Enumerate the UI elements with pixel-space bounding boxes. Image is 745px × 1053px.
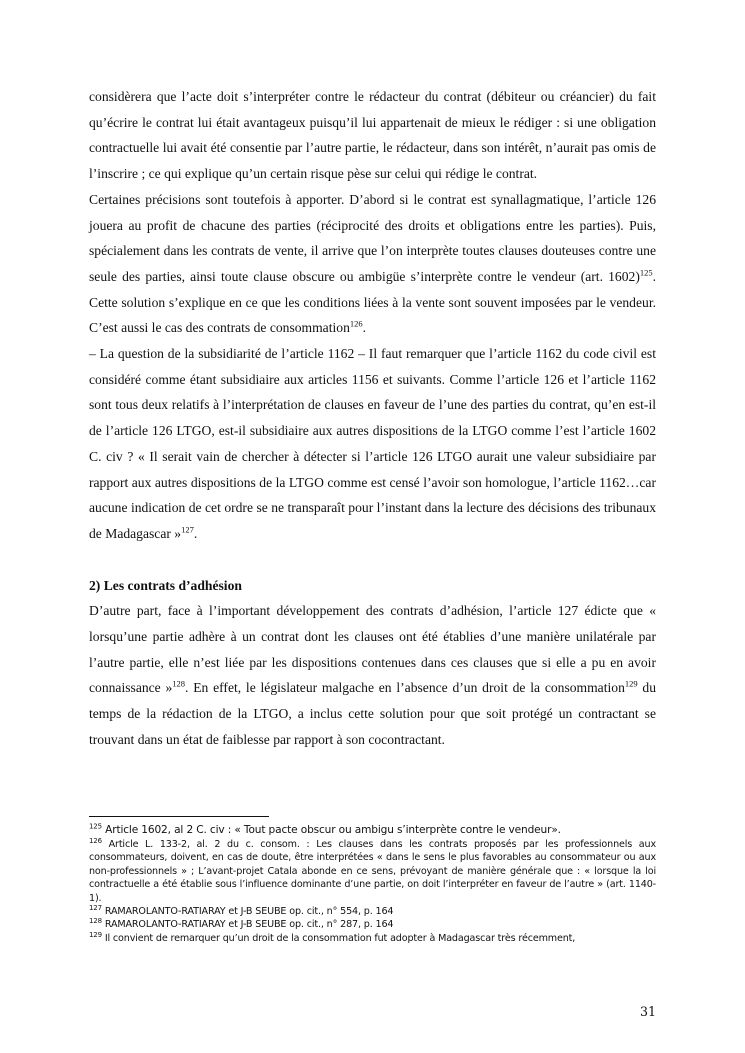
paragraph-text: considèrera que l’acte doit s’interpréter contre le rédacteur du contrat (débiteur ou créancier) du fait qu’écrire le contrat lui était avantageux puisqu’il lui appartenait de mieux le rédiger : si une obligation contractuelle lui avait été consentie par l’autre partie, le rédacteur, dans son intérêt, n’aurait pas omis de l’inscrire ; ce qui explique qu’un certain risque pèse sur celui qui rédige le contrat. [89,89,656,182]
paragraph-text: – La question de la subsidiarité de l’article 1162 – Il faut remarquer que l’article 1162 du code civil est considéré comme étant subsidiaire aux articles 1156 et suivants. Comme l’article 126 et l’article 1162 sont tous deux relatifs à l’interprétation de clauses en faveur de l’une des parties du contrat, qu’en est-il de l’article 126 LTGO, est-il subsidiaire aux autres dispositions de la LTGO comme l’est l’article 1602 C. civ ? « Il serait vain de chercher à détecter si l’article 126 LTGO aurait une valeur subsidiaire par rapport aux autres dispositions de la LTGO comme est censé l’avoir son homologue, l’article 1162…car aucune indication de cet ordre se ne transparaît pour l’instant dans la lecture des décisions des tribunaux de Madagascar » [89,346,656,541]
paragraph [89,598,656,752]
footnote-text: Article L. 133-2, al. 2 du c. consom. : Les clauses dans les contrats proposés par les professionnels aux consommateurs, doivent, en cas de doute, être interprétées « dans le sens le plus favorables au consommateur ou aux non-professionnels » ; L’avant-projet Catala abonde en ce sens, prévoyant de manière générale que : « lorsque la loi contractuelle a été établie sous l’influence dominante d’une partie, on doit l’interpréter en faveur de l’autre » (art. 1140-1). [89,839,656,904]
paragraph-text: . [193,525,198,541]
footnote-number: 125 [89,822,102,831]
paragraph-text: . En effet, le législateur malgache en l’absence d’un droit de la consommation [185,680,625,696]
blank-line [89,547,656,573]
paragraph-text: . Cette solution s’explique en ce que les conditions liées à la vente sont souvent imposées par le vendeur. C’est aussi le cas des contrats de consommation [89,268,656,336]
footnote-127 [89,905,656,918]
section-heading: 2) Les contrats d’adhésion [89,577,242,593]
footnote-text: RAMAROLANTO-RATIARAY et J-B SEUBE op. cit., n° 554, p. 164 [101,906,394,918]
footnote-ref-127[interactable]: 127 [181,524,194,535]
footnote-ref-125[interactable]: 125 [639,267,653,278]
footnote-126 [89,838,656,905]
page-number: 31 [639,1004,656,1019]
footnote-separator [89,816,269,817]
footnote-number: 126 [89,836,102,845]
body-text [89,84,656,753]
paragraph [89,341,656,547]
paragraph-text: . [362,320,367,336]
footnote-128 [89,918,656,931]
footnote-text: Article 1602, al 2 C. civ : « Tout pacte obscur ou ambigu s’interprète contre le vendeur». [101,824,561,836]
footnote-ref-126[interactable]: 126 [349,318,363,329]
footnote-125 [89,823,656,838]
paragraph-text: du temps de la rédaction de la LTGO, a inclus cette solution pour que soit protégé un contractant se trouvant dans un état de faiblesse par rapport à son cocontractant. [89,680,656,747]
paragraph [89,187,656,341]
footnote-ref-129[interactable]: 129 [624,678,638,689]
footnote-text: RAMAROLANTO-RATIARAY et J-B SEUBE op. cit., n° 287, p. 164 [101,919,394,931]
footnote-129 [89,932,656,945]
paragraph-text: D’autre part, face à l’important développement des contrats d’adhésion, l’article 127 édicte que « lorsqu’une partie adhère à un contrat dont les clauses ont été établies d’une manière unilatérale par l’autre partie, elle n’est liée par les dispositions contenues dans ces clauses que si elle a pu en avoir connaissance » [89,603,656,696]
paragraph [89,84,656,187]
footnote-number: 129 [89,930,102,939]
footnote-number: 128 [89,917,102,926]
footnote-text: Il convient de remarquer qu’un droit de la consommation fut adopter à Madagascar très récemment, [101,932,576,944]
footnote-ref-128[interactable]: 128 [172,678,186,689]
footnote-number: 127 [89,903,102,912]
footnotes [89,823,656,945]
paragraph-text: Certaines précisions sont toutefois à apporter. D’abord si le contrat est synallagmatique, l’article 126 jouera au profit de chacune des parties (réciprocité des droits et obligations entre les parties). Puis, spécialement dans les contrats de vente, il arrive que l’on interprète toutes clauses douteuses contre une seule des parties, ainsi toute clause obscure ou ambigüe s’interprète contre le vendeur (art. 1602) [89,191,656,284]
